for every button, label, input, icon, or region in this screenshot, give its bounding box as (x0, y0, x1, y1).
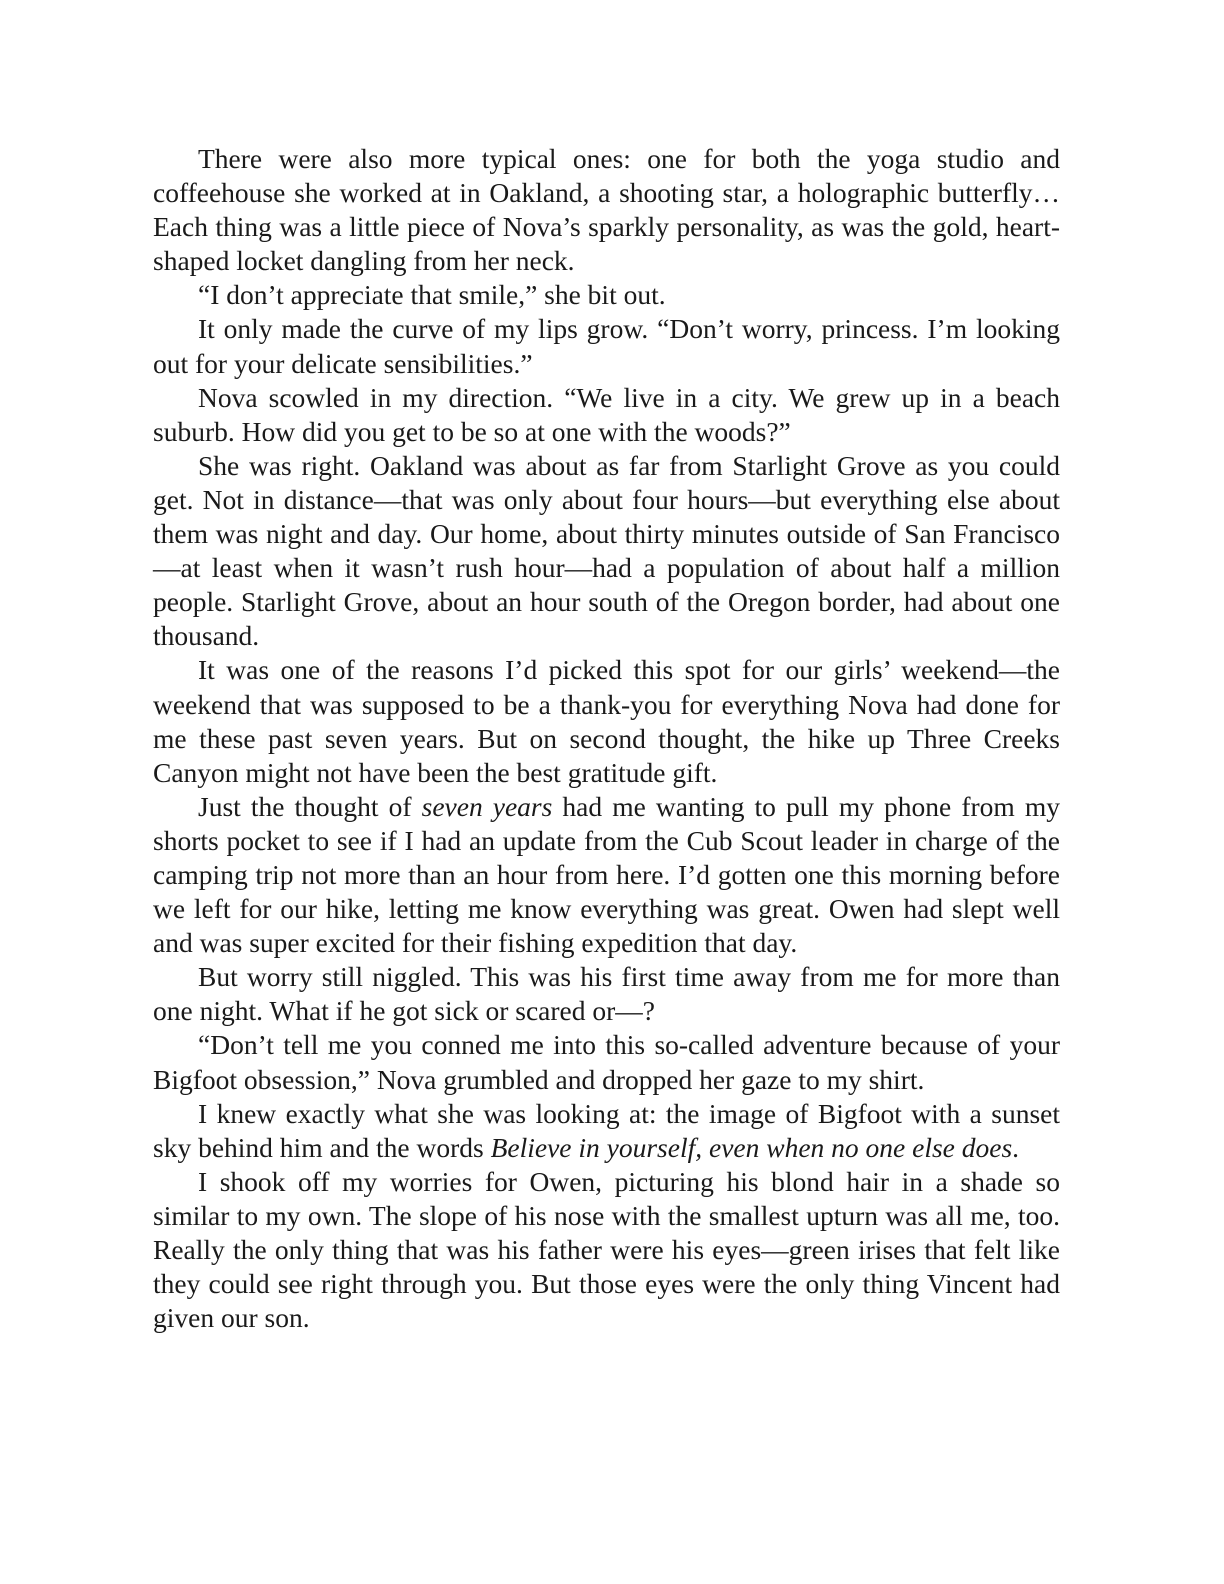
text-run: . (1012, 1131, 1020, 1163)
text-run: She was right. Oakland was about as far from Starlight Grove as you could get. Not in distance—that was only about four hours—but everything else about them was night and day. Our home, about thirty minutes outside of San Francisco—at least when it wasn’t rush hour—had a population of about half a million people. Starlight Grove, about an hour south of the Oregon border, had about one thousand. (153, 449, 1060, 652)
paragraph (153, 381, 1060, 449)
text-run: “Don’t tell me you conned me into this so-called adventure because of your Bigfoot obsession,” Nova grumbled and dropped her gaze to my shirt. (153, 1029, 1060, 1095)
paragraph (153, 1097, 1060, 1165)
paragraph (153, 278, 1060, 312)
paragraph (153, 790, 1060, 960)
text-run: I shook off my worries for Owen, picturing his blond hair in a shade so similar to my own. The slope of his nose with the smallest upturn was all me, too. Really the only thing that was his father were his eyes—green irises that felt like they could see right through you. But those eyes were the only thing Vincent had given our son. (153, 1165, 1060, 1334)
paragraph (153, 142, 1060, 278)
text-run: I knew exactly what she was looking at: the image of Bigfoot with a sunset sky behind him and the words (153, 1097, 1060, 1163)
italic-text-run: Believe in yourself, even when no one else does (490, 1131, 1013, 1163)
text-run: But worry still niggled. This was his first time away from me for more than one night. What if he got sick or scared or—? (153, 961, 1060, 1027)
body-text (153, 142, 1060, 1335)
paragraph (153, 312, 1060, 380)
paragraph (153, 1165, 1060, 1335)
text-run: Nova scowled in my direction. “We live in a city. We grew up in a beach suburb. How did you get to be so at one with the woods?” (153, 381, 1060, 447)
text-run: It only made the curve of my lips grow. “Don’t worry, princess. I’m looking out for your delicate sensibilities.” (153, 313, 1060, 379)
text-run: It was one of the reasons I’d picked this spot for our girls’ weekend—the weekend that was supposed to be a thank-you for everything Nova had done for me these past seven years. But on second thought, the hike up Three Creeks Canyon might not have been the best gratitude gift. (153, 654, 1060, 788)
paragraph (153, 1028, 1060, 1096)
text-run: “I don’t appreciate that smile,” she bit out. (198, 279, 666, 311)
paragraph (153, 960, 1060, 1028)
text-run: Just the thought of (198, 790, 422, 822)
text-run: There were also more typical ones: one for both the yoga studio and coffeehouse she worked at in Oakland, a shooting star, a holographic butterfly… Each thing was a little piece of Nova’s sparkly personality, as was the gold, heart-shaped locket dangling from her neck. (153, 143, 1060, 277)
paragraph (153, 653, 1060, 789)
italic-text-run: seven years (421, 790, 553, 822)
text-run: had me wanting to pull my phone from my shorts pocket to see if I had an update from the Cub Scout leader in charge of the camping trip not more than an hour from here. I’d gotten one this morning before we left for our hike, letting me know everything was great. Owen had slept well and was super excited for their fishing expedition that day. (153, 790, 1060, 959)
paragraph (153, 449, 1060, 654)
